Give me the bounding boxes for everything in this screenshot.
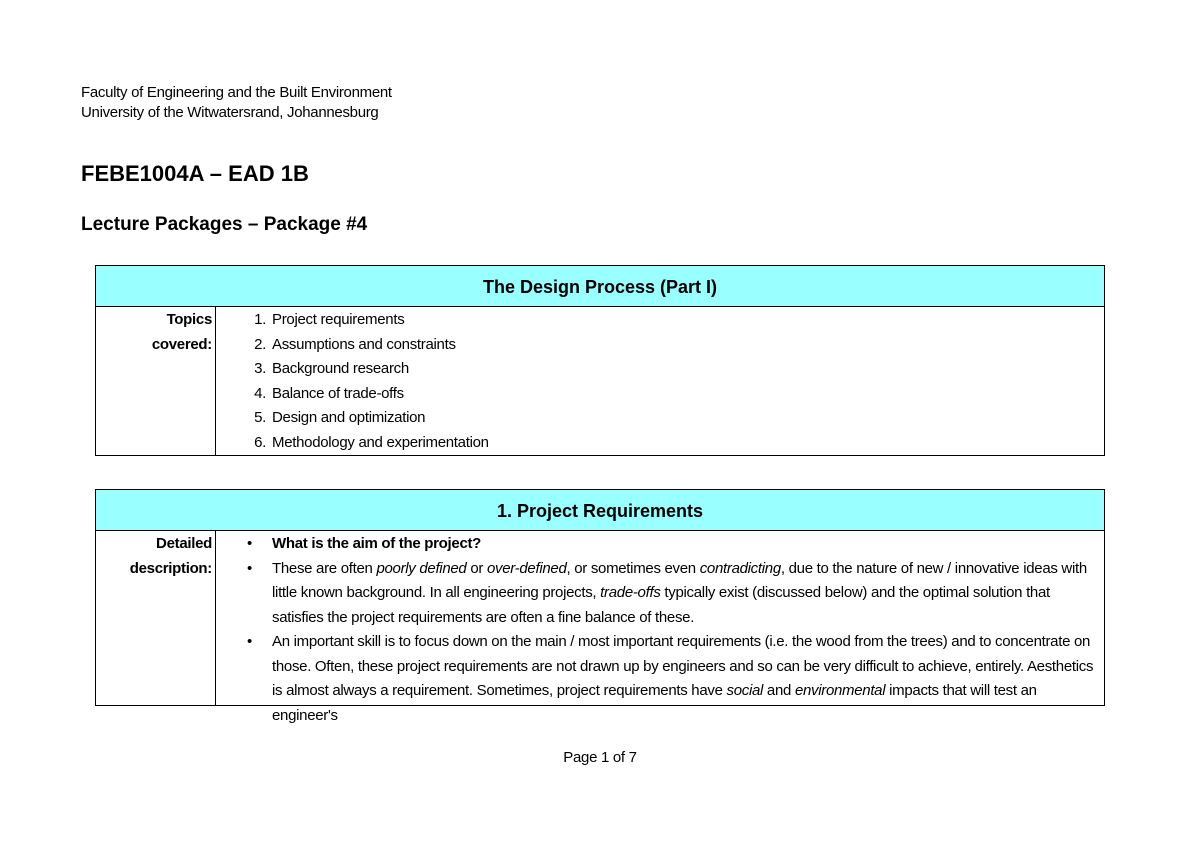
list-item: • An important skill is to focus down on the main / most important requirements (i.e. the wood from the trees) and to concentrate on those. Often, these project requirements are not drawn up by engineers and so can be very difficult to achieve, entirely. Aesthetics is almost always a requirement. Sometimes, project requirements have social and environmental impacts that will test an engineer's [216,630,1104,728]
list-item: 4. Balance of trade-offs [254,384,404,402]
page-number: Page 1 of 7 [563,749,637,766]
list-item [216,532,1104,557]
topics-list [216,308,1104,455]
list-item: 1. Project requirements [254,311,405,328]
topics-label [96,307,216,456]
description-list [216,532,1104,728]
list-item: 3. Background research [254,360,409,377]
topics-label-line1: Topics [166,311,212,328]
list-item: 6. Methodology and experimentation [254,433,489,451]
topics-table [95,265,1105,456]
list-item: 5. Design and optimization [254,409,426,426]
detailed-label-line1: Detailed [156,535,212,552]
list-item: • These are often poorly defined or over-defined, or sometimes even contradicting, due to the nature of new / innovative ideas with little known background. In all engineering projects, trade-offs typically exist (discussed below) and the optimal solution that satisfies the project requirements are often a fine balance of these. [216,557,1104,631]
detailed-label-line2: description: [129,559,212,577]
topics-label-line2: covered: [151,335,212,353]
description-cell [216,531,1104,724]
list-item: 2. Assumptions and constraints [254,335,456,353]
bullet-icon: • [247,633,252,650]
detailed-description-label [96,531,216,706]
aim-question: What is the aim of the project? [272,535,482,552]
requirements-table-title: 1. Project Requirements [96,490,1104,531]
faculty-name: Faculty of Engineering and the Built Environment [81,84,392,101]
affiliation-block [81,83,392,123]
topics-list-cell [216,307,1104,456]
bullet-icon: • [247,535,252,552]
university-name: University of the Witwatersrand, Johannesburg [81,104,379,121]
bullet-icon: • [247,559,252,577]
topics-table-title: The Design Process (Part I) [96,266,1104,307]
package-title: Lecture Packages – Package #4 [81,214,368,235]
course-title: FEBE1004A – EAD 1B [81,161,309,186]
requirements-table [95,489,1105,724]
